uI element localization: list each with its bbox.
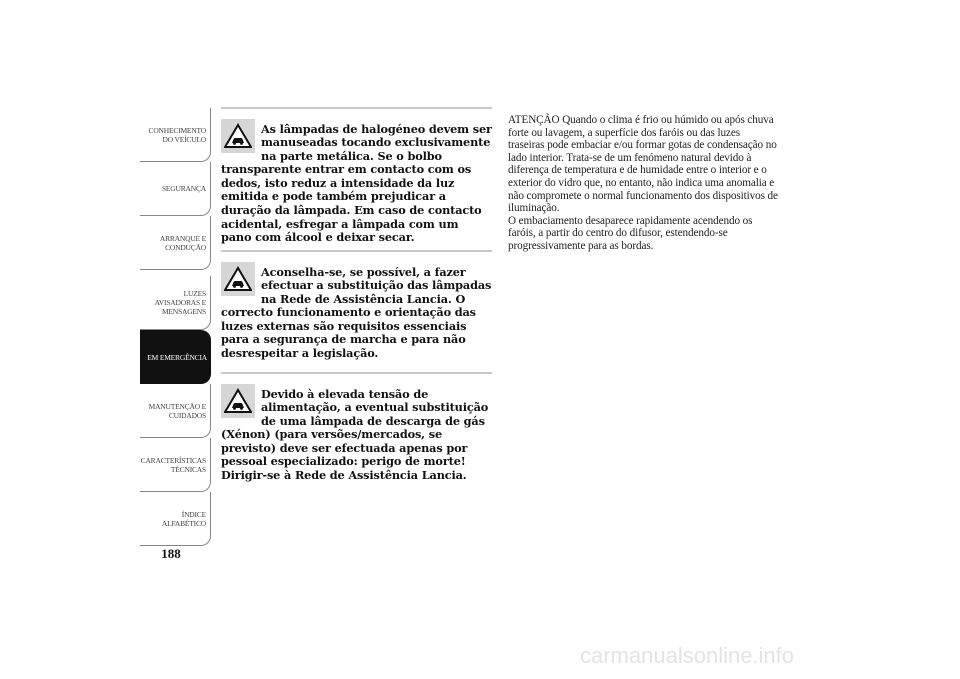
warning-divider — [221, 250, 492, 252]
tab-label: ARRANQUE E CONDUÇÃO — [159, 233, 206, 252]
tab-label: EM EMERGÊNCIA — [147, 352, 207, 362]
tab-em-emergencia[interactable] — [140, 330, 211, 384]
watermark: carmanualsonline.info — [580, 643, 795, 668]
tab-label: MANUTENÇÃO E CUIDADOS — [148, 401, 206, 420]
tab-label: LUZES AVISADORAS E MENSAGENS — [154, 289, 206, 316]
warning-block-replacement — [221, 250, 492, 361]
chapter-sidebar — [140, 108, 211, 546]
page-number: 188 — [161, 546, 181, 561]
warning-block-halogen — [221, 107, 492, 245]
tab-seguranca[interactable] — [140, 162, 211, 216]
tab-manutencao-e-cuidados[interactable] — [140, 384, 211, 438]
tab-label: SEGURANÇA — [161, 184, 206, 193]
car-warning-icon — [221, 119, 255, 153]
car-warning-icon — [221, 262, 255, 296]
tab-label: CONHECIMENTO DO VEÍCULO — [148, 125, 206, 144]
warning-divider — [221, 107, 492, 109]
tab-luzes-avisadoras-e-mensagens[interactable] — [140, 276, 211, 330]
tab-label: CARACTERÍSTICAS TÉCNICAS — [140, 455, 206, 474]
warning-text: Aconselha-se, se possível, a fazer efectuar a substituição das lâmpadas na Rede de Assistência Lancia. O correcto funcionamento e orientação das luzes externas são requisitos essenciais para a segurança de marcha e para não desrespeitar a legislação. — [221, 264, 492, 361]
tab-label: ÍNDICE ALFABÉTICO — [161, 509, 206, 528]
car-warning-icon — [221, 384, 255, 418]
warning-divider — [221, 372, 492, 374]
warning-text: As lâmpadas de halogéneo devem ser manuseadas tocando exclusivamente na parte metálica. Se o bolbo transparente entrar em contacto com os dedos, isto reduz a intensidade da luz emitida e pode também prejudicar a duração da lâmpada. Em caso de contacto acidental, esfregar a lâmpada com um pano com álcool e deixar secar. — [221, 121, 492, 245]
tab-indice-alfabetico[interactable] — [140, 492, 211, 546]
condensation-note — [508, 114, 778, 253]
tab-arranque-e-conducao[interactable] — [140, 216, 211, 270]
warning-block-xenon — [221, 372, 492, 483]
warning-text: Devido à elevada tensão de alimentação, a eventual substituição de uma lâmpada de descarga de gás (Xénon) (para versões/mercados, se previsto) deve ser efectuada apenas por pessoal especializado: perigo de morte! Dirigir-se à Rede de Assistência Lancia. — [221, 386, 489, 483]
tab-caracteristicas-tecnicas[interactable] — [140, 438, 211, 492]
note-paragraph: O embaciamento desaparece rapidamente acendendo os faróis, a partir do centro do difusor, estendendo-se progressivamente para as bordas. — [508, 214, 753, 252]
note-paragraph: ATENÇÃO Quando o clima é frio ou húmido ou após chuva forte ou lavagem, a superfície dos faróis ou das luzes traseiras pode embaciar e/ou formar gotas de condensação no lado interior. Trata-se de um fenómeno natural devido à diferença de temperatura e de humidade entre o interior e o exterior do vidro que, no entanto, não indica uma anomalia e não compromete o normal funcionamento dos dispositivos de iluminação. — [508, 114, 778, 215]
tab-conhecimento-do-veiculo[interactable] — [140, 108, 211, 162]
